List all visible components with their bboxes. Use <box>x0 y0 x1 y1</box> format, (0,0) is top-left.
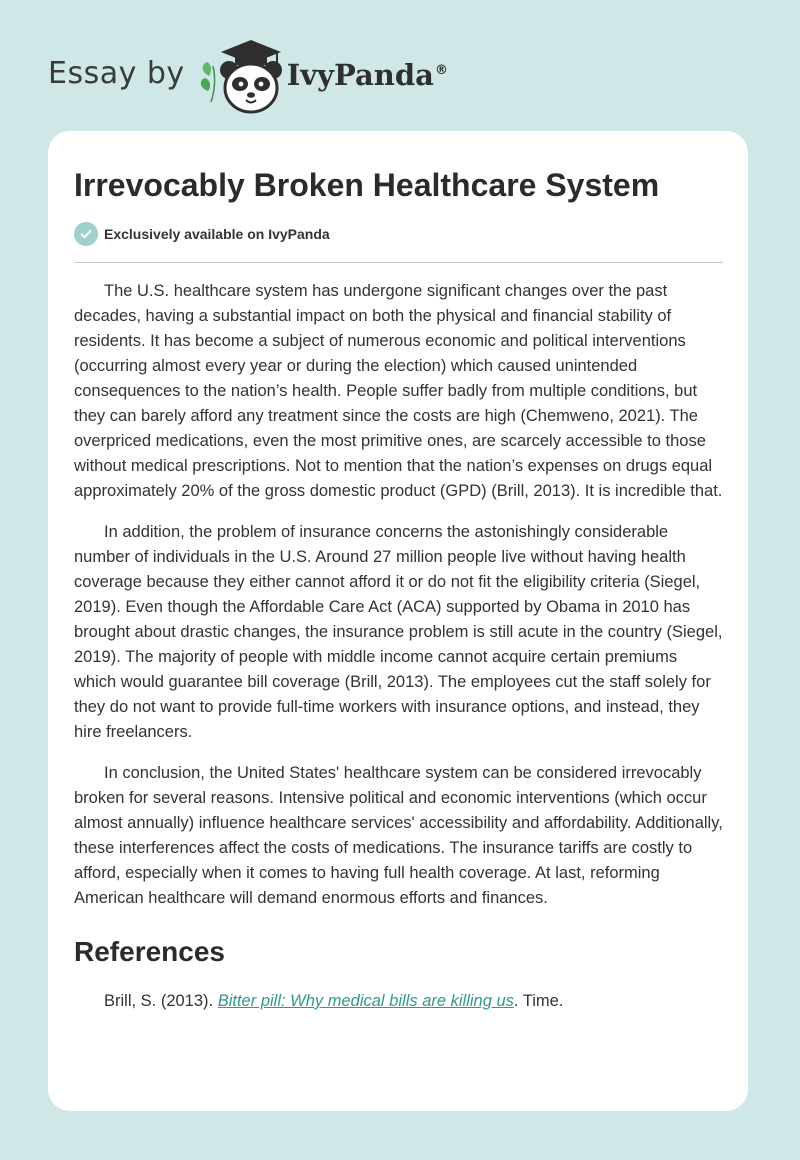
essay-by-label: Essay by <box>48 55 185 91</box>
brand-name: IvyPanda® <box>286 58 448 92</box>
site-header-logo[interactable] <box>48 36 448 116</box>
reference-source: . Time. <box>513 992 564 1010</box>
essay-card <box>48 131 748 1111</box>
ivy-leaf-icon <box>201 62 215 102</box>
exclusive-badge <box>74 222 330 246</box>
essay-title: Irrevocably Broken Healthcare System <box>74 167 660 203</box>
body-paragraph: In conclusion, the United States' healthcare system can be considered irrevocably broken for several reasons. Intensive political and economic interventions (which occur almost annually) influence healthcare services' accessibility and affordability. Additionally, these interferences affect the costs of medications. The insurance tariffs are costly to afford, especially when it comes to having full health coverage. At last, reforming American healthcare will demand enormous efforts and finances. <box>74 764 723 907</box>
reference-author: Brill, S. (2013). <box>104 992 218 1010</box>
references-heading: References <box>74 936 225 967</box>
essay-body <box>74 279 723 1014</box>
check-circle-icon <box>74 222 98 246</box>
exclusive-badge-label: Exclusively available on IvyPanda <box>104 226 330 242</box>
title-divider <box>74 262 723 263</box>
reference-link[interactable]: Bitter pill: Why medical bills are killing us <box>217 992 514 1010</box>
body-paragraph: In addition, the problem of insurance concerns the astonishingly considerable number of individuals in the U.S. Around 27 million people live without having health coverage because they either cannot afford it or do not fit the eligibility criteria (Siegel, 2019). Even though the Affordable Care Act (ACA) supported by Obama in 2010 has brought about drastic changes, the insurance problem is still acute in the country (Siegel, 2019). The majority of people with middle income cannot acquire certain premiums which would guarantee bill coverage (Brill, 2013). The employees cut the staff solely for they do not want to provide full-time workers with insurance options, and instead, they hire freelancers. <box>74 523 723 741</box>
registered-mark: ® <box>434 63 448 79</box>
reference-entry <box>74 989 723 1014</box>
panda-mascot-icon <box>199 36 291 116</box>
body-paragraph: The U.S. healthcare system has undergone significant changes over the past decades, having a substantial impact on both the physical and financial stability of residents. It has become a subject of numerous economic and political interventions (occurring almost every year or during the election) which caused unintended consequences to the nation’s health. People suffer badly from multiple conditions, but they can barely afford any treatment since the costs are high (Chemweno, 2021). The overpriced medications, even the most primitive ones, are scarcely accessible to those without medical prescriptions. Not to mention that the nation’s expenses on drugs equal approximately 20% of the gross domestic product (GPD) (Brill, 2013). It is incredible that. <box>74 282 723 500</box>
